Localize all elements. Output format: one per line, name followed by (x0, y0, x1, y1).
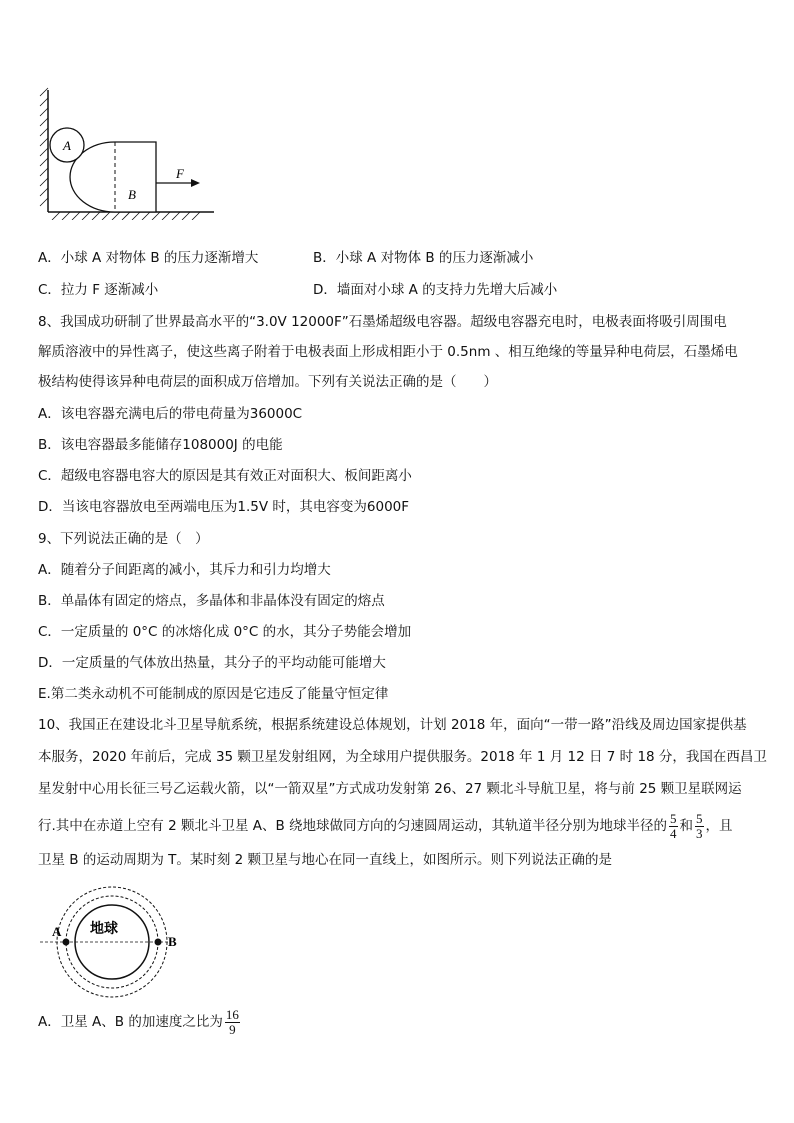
q8-option-c: C．超级电容器电容大的原因是其有效正对面积大、板间距离小 (38, 468, 412, 484)
ball-a-label: A (63, 138, 71, 153)
q8-option-b: B．该电容器最多能储存108000J 的电能 (38, 437, 283, 453)
q7-option-b: B．小球 A 对物体 B 的压力逐渐减小 (313, 250, 534, 266)
satellite-b-label: B (168, 934, 177, 949)
q8-stem-line-1: 8、我国成功研制了世界最高水平的“3.0V 12000F”石墨烯超级电容器。超级电容器充电时，电极表面将吸引周围电 (38, 314, 727, 330)
fraction-five-fourths: $\frac{5}{4}$ (670, 810, 677, 841)
q10-line4-text-a: 行.其中在赤道上空有 2 颗北斗卫星 A、B 绕地球做同方向的匀速圆周运动，其轨道半径分别为地球半径的 (38, 818, 668, 834)
fraction-sixteen-ninths: $\frac{16}{9}$ (225, 1006, 239, 1037)
satellite-a-label: A (52, 924, 62, 939)
q9-option-e: E.第二类永动机不可能制成的原因是它违反了能量守恒定律 (38, 686, 389, 702)
q10-option-a: A．卫星 A、B 的加速度之比为 $\frac{16}{9}$ (38, 1006, 239, 1037)
q10-stem-line-3: 星发射中心用长征三号乙运载火箭，以“一箭双星”方式成功发射第 26、27 颗北斗导航卫星，将与前 25 颗卫星联网运 (38, 781, 742, 797)
fraction-five-thirds: $\frac{5}{3}$ (696, 810, 703, 841)
q10-stem-line-2: 本服务，2020 年前后，完成 35 颗卫星发射组网，为全球用户提供服务。2018 年 1 月 12 日 7 时 18 分，我国在西昌卫 (38, 749, 767, 765)
q9-option-b: B．单晶体有固定的熔点，多晶体和非晶体没有固定的熔点 (38, 593, 385, 609)
q9-option-d: D．一定质量的气体放出热量，其分子的平均动能可能增大 (38, 655, 386, 671)
q7-option-d: D．墙面对小球 A 的支持力先增大后减小 (313, 282, 558, 298)
q8-option-d: D．当该电容器放电至两端电压为1.5V 时，其电容变为6000F (38, 499, 410, 515)
figure-orbits (38, 884, 188, 1000)
earth-label: 地球 (90, 922, 118, 937)
block-b-label: B (128, 187, 136, 202)
force-label: F (176, 166, 184, 181)
q7-option-c: C．拉力 F 逐渐减小 (38, 282, 159, 298)
q10-stem-line-5: 卫星 B 的运动周期为 T。某时刻 2 颗卫星与地心在同一直线上，如图所示。则下列说法正确的是 (38, 852, 613, 868)
q9-stem: 9、下列说法正确的是（ ） (38, 531, 209, 547)
q10-stem-line-1: 10、我国正在建设北斗卫星导航系统，根据系统建设总体规划，计划 2018 年，面向“一带一路”沿线及周边国家提供基 (38, 717, 747, 733)
q8-option-a: A．该电容器充满电后的带电荷量为36000C (38, 406, 303, 422)
arrow-head-icon (191, 179, 200, 187)
q8-stem-line-2: 解质溶液中的异性离子，使这些离子附着于电极表面上形成相距小于 0.5nm 、相互绝缘的等量异种电荷层，石墨烯电 (38, 344, 738, 360)
q7-option-a: A．小球 A 对物体 B 的压力逐渐增大 (38, 250, 259, 266)
q9-option-a: A．随着分子间距离的减小，其斥力和引力均增大 (38, 562, 331, 578)
q10-stem-line-4: 行.其中在赤道上空有 2 颗北斗卫星 A、B 绕地球做同方向的匀速圆周运动，其轨道半径分别为地球半径的 $\frac{5}{4}$ 和 $\frac{5}{3}$ ，且 (38, 810, 733, 841)
q8-stem-line-3: 极结构使得该异种电荷层的面积成万倍增加。下列有关说法正确的是（ ） (38, 374, 497, 390)
q9-option-c: C．一定质量的 0°C 的冰熔化成 0°C 的水，其分子势能会增加 (38, 624, 412, 640)
figure-ball-block (36, 86, 216, 220)
